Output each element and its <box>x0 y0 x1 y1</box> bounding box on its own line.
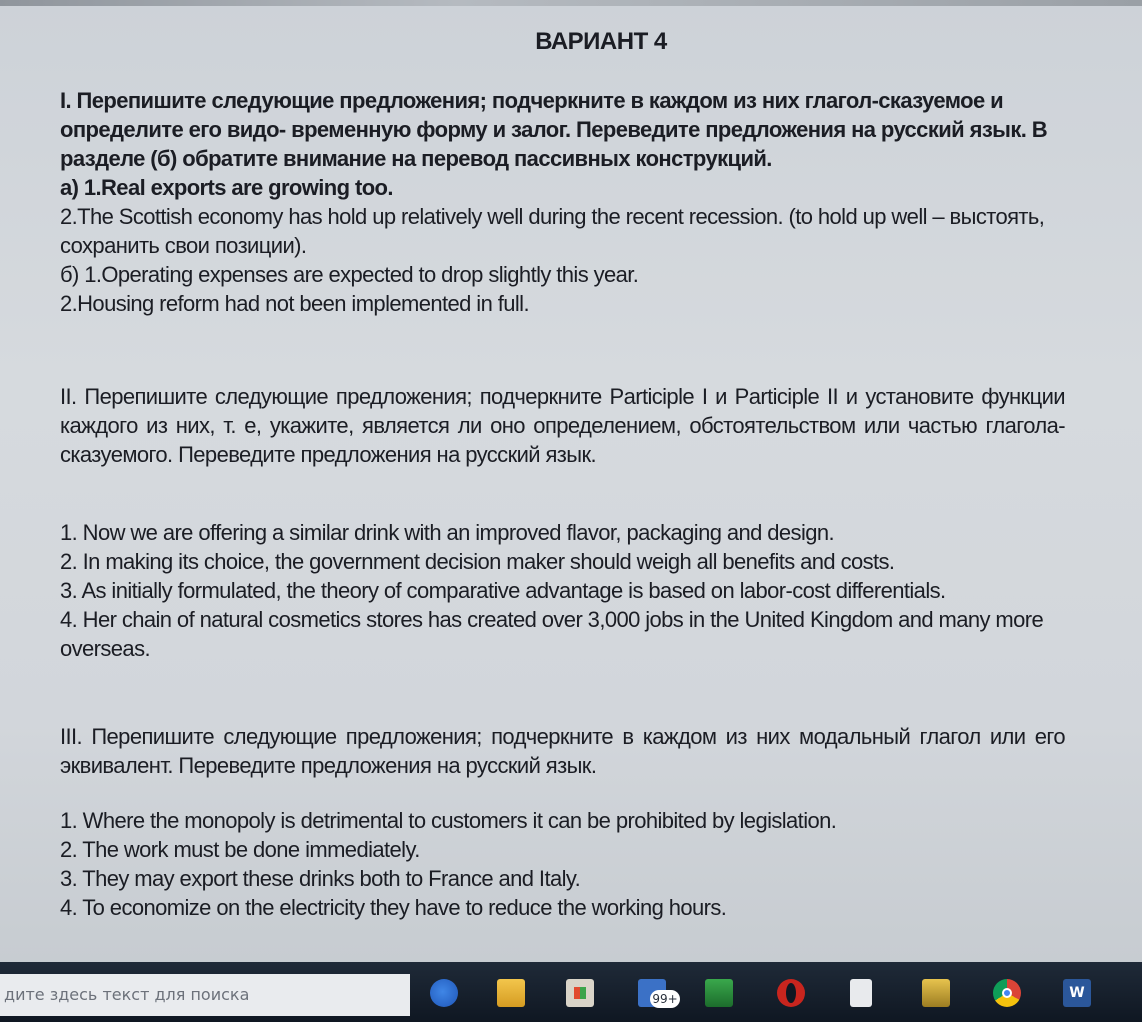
section-2-item: 2. In making its choice, the government decision maker should weigh all benefits and costs. <box>60 549 895 574</box>
section-3-sentences <box>60 806 1065 922</box>
section-3 <box>60 722 1065 780</box>
section-2 <box>60 382 1065 469</box>
monitor-icon[interactable] <box>705 979 733 1007</box>
section-3-item: 4. To economize on the electricity they have to reduce the working hours. <box>60 895 727 920</box>
store-icon[interactable] <box>566 979 594 1007</box>
mail-badge: 99+ <box>650 990 680 1008</box>
archive-icon[interactable] <box>922 979 950 1007</box>
section-1-item: а) 1.Real exports are growing too. <box>60 175 393 200</box>
folder-icon[interactable] <box>497 979 525 1007</box>
section-3-item: 2. The work must be done immediately. <box>60 837 420 862</box>
section-3-item: 1. Where the monopoly is detrimental to customers it can be prohibited by legislation. <box>60 808 837 833</box>
section-2-instruction: II. Перепишите следующие предложения; подчеркните Participle I и Participle II и установите функции каждого из них, т. е, укажите, является ли оно определением, обстоятельством или частью глагола-сказуемого. Переведите предложения на русский язык. <box>60 384 1065 467</box>
section-2-sentences <box>60 518 1065 663</box>
file-icon[interactable] <box>850 979 872 1007</box>
section-1 <box>60 86 1065 318</box>
section-2-item: 4. Her chain of natural cosmetics stores has created over 3,000 jobs in the United Kingdom and many more overseas. <box>60 607 1044 661</box>
section-2-item: 3. As initially formulated, the theory of comparative advantage is based on labor-cost differentials. <box>60 578 946 603</box>
opera-icon[interactable] <box>777 979 805 1007</box>
taskbar-search-input[interactable]: дите здесь текст для поиска <box>0 974 410 1016</box>
section-2-item: 1. Now we are offering a similar drink with an improved flavor, packaging and design. <box>60 520 835 545</box>
taskbar <box>0 962 1142 1022</box>
section-1-item: б) 1.Operating expenses are expected to drop slightly this year. <box>60 262 639 287</box>
section-3-item: 3. They may export these drinks both to France and Italy. <box>60 866 581 891</box>
edge-icon[interactable] <box>430 979 458 1007</box>
section-1-item: 2.The Scottish economy has hold up relatively well during the recent recession. (to hold up well – выстоять, сохранить свои позиции). <box>60 204 1045 258</box>
section-1-instruction: I. Перепишите следующие предложения; подчеркните в каждом из них глагол-сказуемое и определите его видо- временную форму и залог. Переведите предложения на русский язык. В разделе (б) обратите внимание на перевод пассивных конструкций. <box>60 88 1048 171</box>
document-title: ВАРИАНТ 4 <box>535 28 667 55</box>
chrome-icon[interactable] <box>993 979 1021 1007</box>
document-top-edge <box>0 0 1142 6</box>
section-1-item: 2.Housing reform had not been implemented in full. <box>60 291 529 316</box>
section-3-instruction: III. Перепишите следующие предложения; подчеркните в каждом из них модальный глагол или его эквивалент. Переведите предложения на русский язык. <box>60 724 1065 778</box>
word-icon[interactable] <box>1063 979 1091 1007</box>
